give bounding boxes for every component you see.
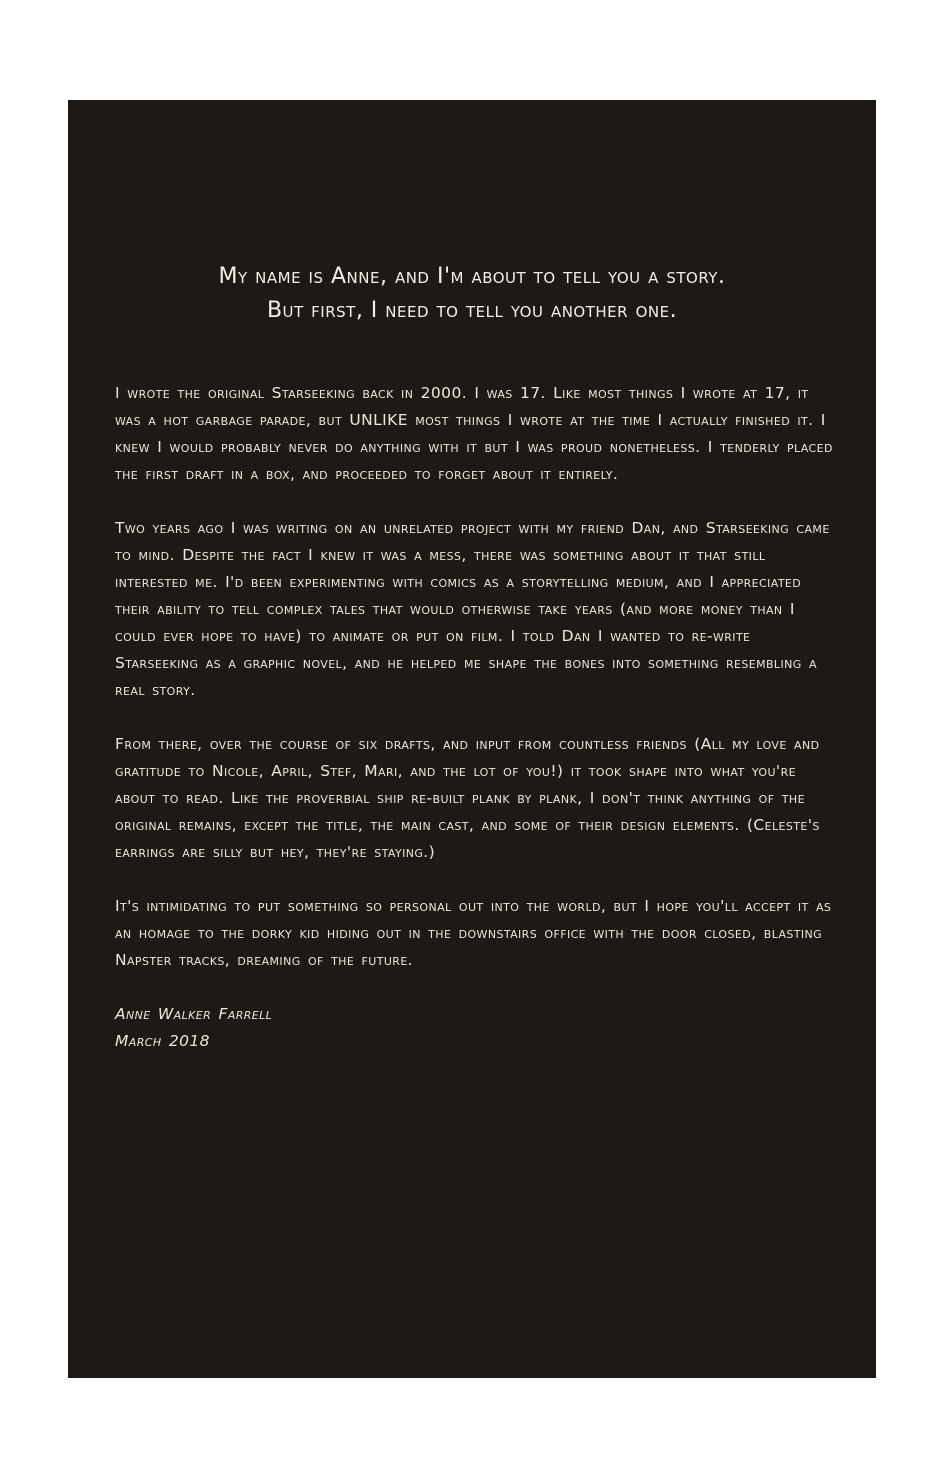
paragraph-1: I wrote the original Starseeking back in 2000. I was 17. Like most things I wrote at 17, it was a hot garbage parade, but UNLIKE most things I wrote at the time I actually finished it. I knew I would probably never do anything with it but I was proud nonetheless. I tenderly placed the first draft in a box, and proceeded to forget about it entirely. <box>115 384 833 483</box>
signature-block <box>115 1001 835 1055</box>
paragraph-4: It's intimidating to put something so personal out into the world, but I hope you'll accept it as an homage to the dorky kid hiding out in the downstairs office with the door closed, blasting Napster tracks, dreaming of the future. <box>115 897 832 969</box>
signature-name: Anne Walker Farrell <box>115 1005 273 1023</box>
paragraph-2: Two years ago I was writing on an unrelated project with my friend Dan, and Starseeking came to mind. Despite the fact I knew it was a mess, there was something about it that still interested me. I'd been experimenting with comics as a storytelling medium, and I appreciated their ability to tell complex tales that would otherwise take years (and more money than I could ever hope to have) to animate or put on film. I told Dan I wanted to re-write Starseeking as a graphic novel, and he helped me shape the bones into something resembling a real story. <box>115 519 830 699</box>
heading-line-1: My name is Anne, and I'm about to tell you a story. <box>218 264 726 289</box>
foreword-panel <box>68 100 876 1378</box>
heading-line-2: But first, I need to tell you another one. <box>266 298 678 323</box>
signature-date: March 2018 <box>115 1032 210 1050</box>
foreword-heading <box>68 260 876 328</box>
foreword-body <box>115 380 835 1055</box>
paragraph-3: From there, over the course of six drafts, and input from countless friends (All my love and gratitude to Nicole, April, Stef, Mari, and the lot of you!) it took shape into what you're about to read. Like the proverbial ship re-built plank by plank, I don't think anything of the original remains, except the title, the main cast, and some of their design elements. (Celeste's earrings are silly but hey, they're staying.) <box>115 735 820 861</box>
